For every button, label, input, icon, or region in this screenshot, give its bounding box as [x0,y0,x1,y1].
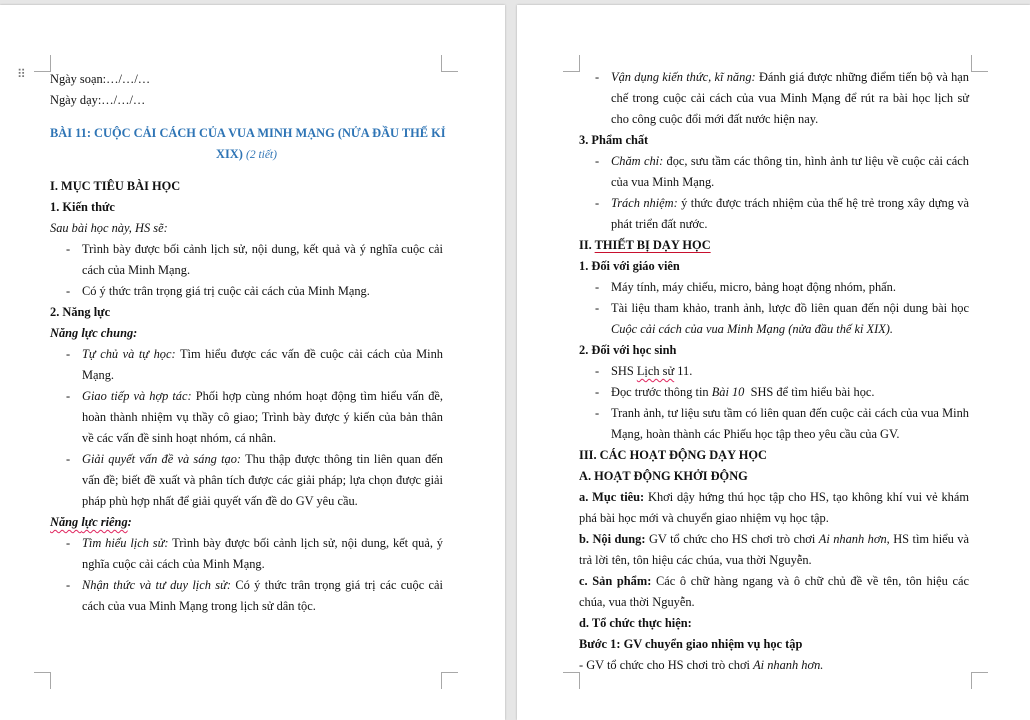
heading-part: THIẾT BỊ DẠY HỌC [594,238,711,252]
section-heading: A. HOẠT ĐỘNG KHỞI ĐỘNG [579,469,748,483]
para-text: GV tổ chức cho HS chơi trò chơi [645,532,819,546]
ngay-soan: Ngày soạn:…/…/… [50,72,151,86]
item-label: Chăm chỉ: [611,154,664,168]
item-label: Giao tiếp và hợp tác: [82,389,192,403]
para-text: - GV tổ chức cho HS chơi trò chơi [579,658,754,672]
lesson-duration: (2 tiết) [245,149,277,161]
heading-part: II. [579,238,595,252]
item-label: Tự chủ và tự học: [82,347,176,361]
item-text: SHS để tìm hiểu bài học. [744,385,875,399]
item-text: SHS [611,364,637,378]
list-item: - Nhận thức và tư duy lịch sử: Có ý thức trân trọng giá trị các cuộc cải cách của vua Minh Mạng trong lịch sử dân tộc. [66,578,443,613]
item-text: Có ý thức trân trọng giá trị các cuộc cải cách của vua Minh Mạng trong lịch sử dân tộc. [82,578,443,613]
list-item: - Trình bày được bối cảnh lịch sử, nội dung, kết quả và ý nghĩa cuộc cải cách của Minh Mạng. [50,239,443,281]
subsection-heading: 2. Đối với học sinh [579,343,677,357]
subsection-heading: 2. Năng lực [50,305,111,319]
list-item: - Tranh ảnh, tư liệu sưu tầm có liên quan đến cuộc cải cách của vua Minh Mạng, hoàn thành các Phiếu học tập theo yêu cầu của GV. [579,403,969,445]
heading-part: lực riêng [81,515,128,529]
subheading-nang-luc-rieng [50,512,443,533]
item-text: Thu thập được thông tin liên quan đến vấn đề; biết đề xuất và phân tích được các giải pháp; lựa chọn được giải pháp phù hợp nhất để giải quyết vấn đề do GV yêu cầu. [82,452,443,508]
item-text: Tìm hiểu được các vấn đề cuộc cải cách của Minh Mạng. [82,347,444,382]
list-item: - Tự chủ và tự học: Tìm hiểu được các vấn đề cuộc cải cách của Minh Mạng. [66,347,444,382]
page-1-content [50,69,446,617]
crop-mark [971,672,988,689]
list-item-text: Có ý thức trân trọng giá trị cuộc cải cách của Minh Mạng. [82,284,370,298]
item-label: Nhận thức và tư duy lịch sử: [82,578,231,592]
para-italic: Ai nhanh hơn [818,532,887,546]
section-heading: I. MỤC TIÊU BÀI HỌC [50,179,181,193]
subsection-heading: 3. Phẩm chất [579,133,649,147]
item-label: Giải quyết vấn đề và sáng tạo: [82,452,242,466]
item-label: Trách nhiệm: [611,196,678,210]
page-2-content [579,67,969,676]
list-item: - Tìm hiểu lịch sử: Trình bày được bối cảnh lịch sử, nội dung, kết quả, ý nghĩa cuộc cải cách của Minh Mạng. [66,536,443,571]
paragraph-muc-tieu [579,487,969,529]
list-item: - Tài liệu tham khảo, tranh ảnh, lược đồ liên quan đến nội dung bài học Cuộc cải cách của vua Minh Mạng (nửa đầu thế kỉ XIX). [595,301,969,336]
crop-mark [441,55,458,72]
item-text: Lịch sử [636,364,675,378]
heading-part: Năng [50,515,82,529]
document-page-1 [0,5,505,720]
list-item: - Chăm chỉ: đọc, sưu tầm các thông tin, hình ảnh tư liệu về cuộc cải cách của vua Minh Mạng. [595,154,969,189]
paragraph-last [579,655,969,676]
list-item: - Giải quyết vấn đề và sáng tạo: Thu thập được thông tin liên quan đến vấn đề; biết đề xuất và phân tích được các giải pháp; lựa chọn được giải pháp phù hợp nhất để giải quyết vấn đề do GV yêu cầu. [66,452,443,508]
paragraph-san-pham [579,571,969,613]
list-item: - Máy tính, máy chiếu, micro, bảng hoạt động nhóm, phấn. [579,277,969,298]
para-label: c. Sản phẩm: [579,574,652,588]
item-italic: Cuộc cải cách của vua Minh Mạng (nửa đầu thế kỉ XIX). [611,322,894,336]
item-text: Phối hợp cùng nhóm hoạt động tìm hiểu vấn đề, hoàn thành nhiệm vụ thầy cô giao; Trình bày được ý kiến của bản thân về các vấn đề sinh hoạt nhóm, cá nhân. [82,389,443,445]
crop-mark [34,55,51,72]
lesson-title-2 [50,144,443,166]
list-item: - Trách nhiệm: ý thức được trách nhiệm của thế hệ trẻ trong xây dựng và phát triển đất nước. [595,196,969,231]
list-item: - Vận dụng kiến thức, kĩ năng: Đánh giá được những điểm tiến bộ và hạn chế trong cuộc cải cách của vua Minh Mạng để rút ra bài học lịch sử cho công cuộc đổi mới đất nước hiện nay. [595,70,969,126]
crop-mark [563,672,580,689]
item-text: Đánh giá được những điểm tiến bộ và hạn chế trong cuộc cải cách của vua Minh Mạng để rút ra bài học lịch sử cho công cuộc đổi mới đất nước hiện nay. [611,70,969,126]
list-item: - Có ý thức trân trọng giá trị cuộc cải cách của Minh Mạng. [50,281,443,302]
section-heading [579,235,969,256]
subheading-nang-luc-chung: Năng lực chung: [50,326,138,340]
list-item: - Giao tiếp và hợp tác: Phối hợp cùng nhóm hoạt động tìm hiểu vấn đề, hoàn thành nhiệm vụ thầy cô giao; Trình bày được ý kiến của bản thân về các vấn đề sinh hoạt nhóm, cá nhân. [66,389,443,445]
para-text: Các ô chữ hàng ngang và ô chữ chủ đề về tên, tôn hiệu các chúa, vua thời Nguyễn. [579,574,969,609]
crop-mark [971,55,988,72]
subsection-heading: 1. Kiến thức [50,200,115,214]
list-item: - SHS Lịch sử 11. [595,364,693,378]
lesson-title-main: XIX) [216,147,243,161]
step-heading: Bước 1: GV chuyển giao nhiệm vụ học tập [579,637,803,651]
crop-mark [563,55,580,72]
drag-handle-icon[interactable]: ⠿ [17,67,25,81]
document-page-2 [517,5,1030,720]
para-text: Khơi dậy hứng thú học tập cho HS, tạo không khí vui vẻ khám phá bài học mới và chuyển giao nhiệm vụ học tập. [579,490,969,525]
item-text: ý thức được trách nhiệm của thế hệ trẻ trong xây dựng và phát triển đất nước. [611,196,969,231]
list-item: - Đọc trước thông tin Bài 10 SHS để tìm hiểu bài học. [595,385,875,399]
ngay-day: Ngày dạy:…/…/… [50,93,146,107]
crop-mark [441,672,458,689]
item-label: Vận dụng kiến thức, kĩ năng: [611,70,756,84]
paragraph-to-chuc: d. Tổ chức thực hiện: [579,616,692,630]
lesson-title: BÀI 11: CUỘC CẢI CÁCH CỦA VUA MINH MẠNG (NỬA ĐẦU THẾ KỈ [50,126,446,140]
item-text: đọc, sưu tầm các thông tin, hình ảnh tư liệu về cuộc cải cách của vua Minh Mạng. [611,154,969,189]
item-text: Tài liệu tham khảo, tranh ảnh, lược đồ liên quan đến nội dung bài học [611,301,969,315]
para-label: a. Mục tiêu: [579,490,645,504]
item-label: Tìm hiểu lịch sử: [82,536,169,550]
para-label: b. Nội dung: [579,532,646,546]
item-text: 11. [674,364,693,378]
section-heading: III. CÁC HOẠT ĐỘNG DẠY HỌC [579,448,767,462]
paragraph-noi-dung [579,529,969,571]
list-item-text: Tranh ảnh, tư liệu sưu tầm có liên quan đến cuộc cải cách của vua Minh Mạng, hoàn thành các Phiếu học tập theo yêu cầu của GV. [611,406,969,441]
heading-part: : [127,515,132,529]
item-text: Đọc trước thông tin [611,385,712,399]
list-item-text: Máy tính, máy chiếu, micro, bảng hoạt động nhóm, phấn. [611,280,896,294]
subsection-heading: 1. Đối với giáo viên [579,259,680,273]
item-italic: Bài 10 [711,385,745,399]
para-italic: Ai nhanh hơn. [753,658,824,672]
item-text: Trình bày được bối cảnh lịch sử, nội dung, kết quả, ý nghĩa cuộc cải cách của Minh Mạng. [82,536,443,571]
intro-text: Sau bài học này, HS sẽ: [50,221,168,235]
list-item-text: Trình bày được bối cảnh lịch sử, nội dung, kết quả và ý nghĩa cuộc cải cách của Minh Mạng. [82,242,443,277]
para-text: , HS tìm hiểu và trả lời tên, tôn hiệu các chúa, vua thời Nguyễn. [579,532,970,567]
crop-mark [34,672,51,689]
